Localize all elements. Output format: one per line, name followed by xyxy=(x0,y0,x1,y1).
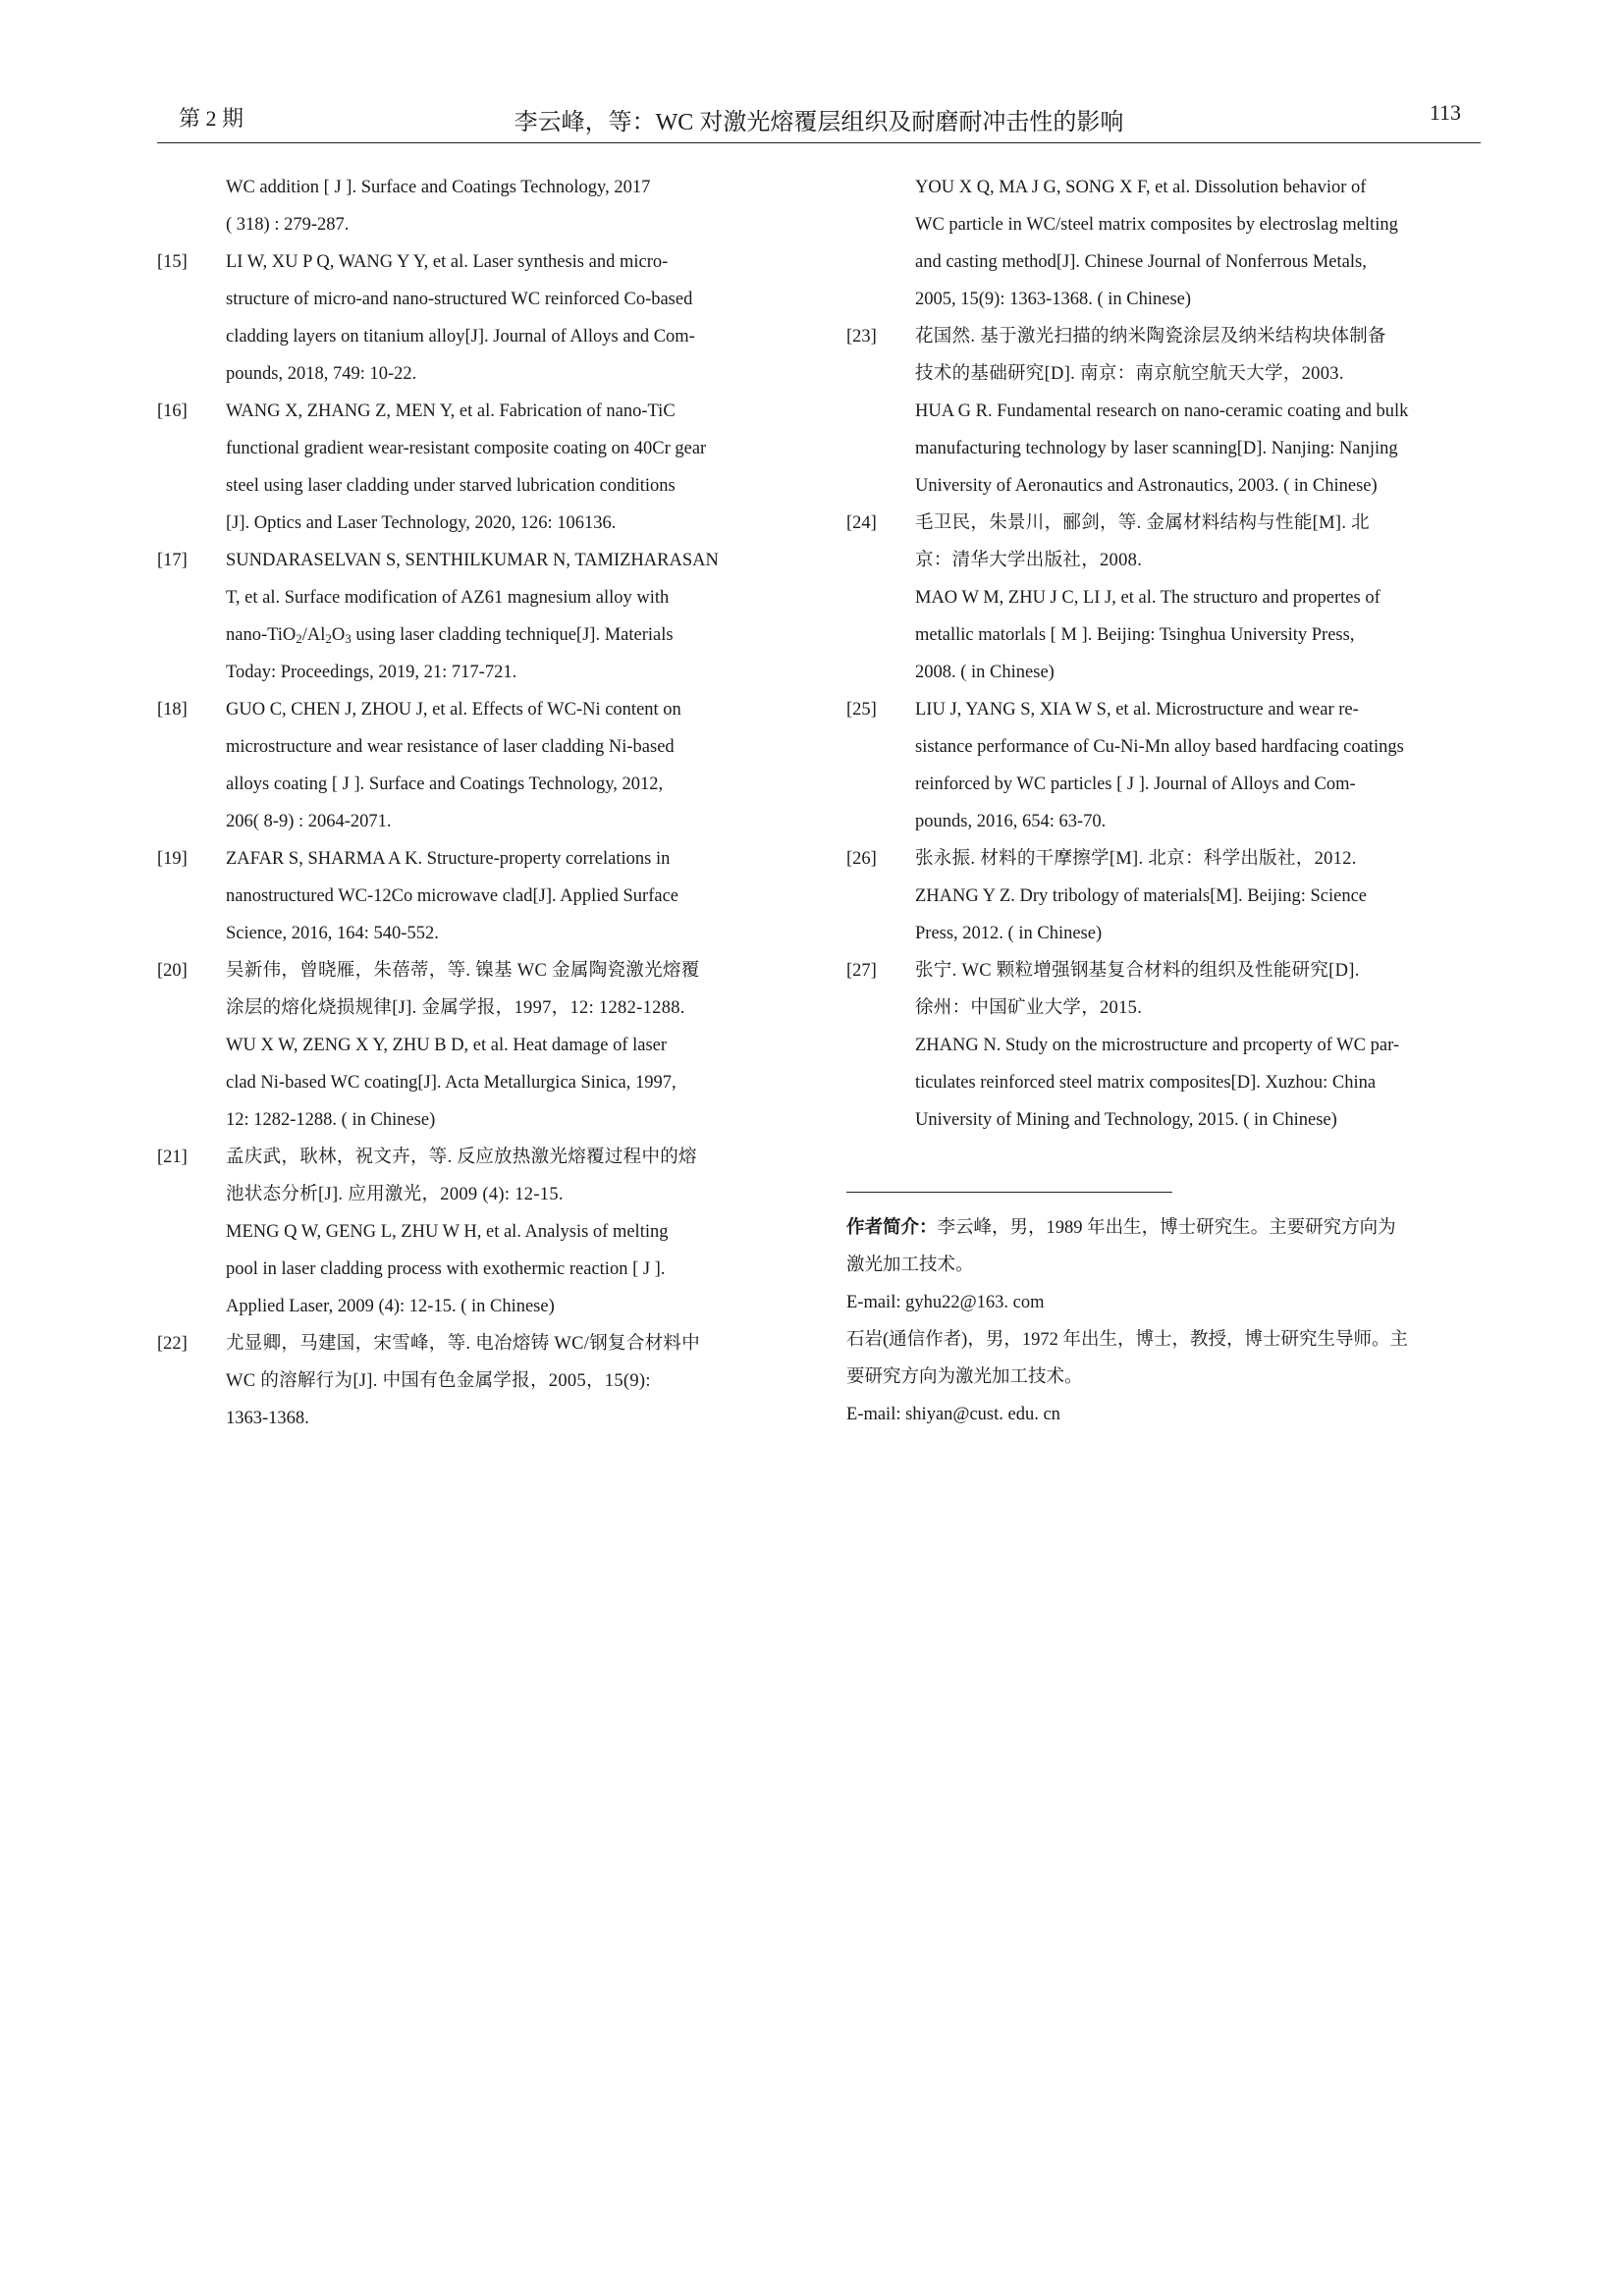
reference-number: [24] xyxy=(846,513,877,533)
reference-text xyxy=(226,1325,791,1437)
reference-entry xyxy=(157,840,791,952)
reference-line: clad Ni-based WC coating[J]. Acta Metallurgica Sinica, 1997, xyxy=(226,1073,677,1093)
reference-line: steel using laser cladding under starved lubrication conditions xyxy=(226,476,676,496)
reference-line: 涂层的熔化烧损规律[J]. 金属学报，1997，12: 1282-1288. xyxy=(226,998,685,1018)
reference-line: reinforced by WC particles [ J ]. Journal of Alloys and Com- xyxy=(915,774,1356,794)
reference-line: 1363-1368. xyxy=(226,1409,309,1428)
running-title: 李云峰，等：WC 对激光熔覆层组织及耐磨耐冲击性的影响 xyxy=(514,110,1124,135)
reference-line: 张永振. 材料的干摩擦学[M]. 北京：科学出版社，2012. xyxy=(915,849,1357,869)
reference-entry xyxy=(846,505,1481,691)
reference-line: Applied Laser, 2009 (4): 12-15. ( in Chinese) xyxy=(226,1297,555,1316)
reference-number: [27] xyxy=(846,961,877,981)
reference-line: 毛卫民，朱景川，郦剑，等. 金属材料结构与性能[M]. 北 xyxy=(915,513,1370,533)
reference-entry xyxy=(846,691,1481,840)
reference-line: University of Aeronautics and Astronautics, 2003. ( in Chinese) xyxy=(915,476,1378,496)
reference-line: 12: 1282-1288. ( in Chinese) xyxy=(226,1110,436,1130)
reference-line: ZHANG Y Z. Dry tribology of materials[M]. Beijing: Science xyxy=(915,886,1367,906)
reference-text xyxy=(226,393,791,542)
reference-entry xyxy=(157,243,791,393)
reference-entry xyxy=(157,1139,791,1325)
reference-number: [22] xyxy=(157,1334,188,1354)
reference-line: nano-$TiO_2/Al_2O_3$ using laser cladding technique[J]. Materials xyxy=(226,625,674,646)
reference-text xyxy=(226,840,791,952)
reference-text xyxy=(226,952,791,1139)
reference-line: HUA G R. Fundamental research on nano-ceramic coating and bulk xyxy=(915,401,1409,421)
reference-entry xyxy=(157,691,791,840)
reference-line: 技术的基础研究[D]. 南京：南京航空航天大学，2003. xyxy=(915,364,1344,384)
reference-text xyxy=(226,1139,791,1325)
reference-line: GUO C, CHEN J, ZHOU J, et al. Effects of WC-Ni content on xyxy=(226,700,681,720)
reference-line: manufacturing technology by laser scanning[D]. Nanjing: Nanjing xyxy=(915,439,1398,458)
reference-line: sistance performance of Cu-Ni-Mn alloy based hardfacing coatings xyxy=(915,737,1404,757)
reference-text xyxy=(915,691,1481,840)
author-line-1 xyxy=(846,1209,1481,1247)
reference-line: microstructure and wear resistance of laser cladding Ni-based xyxy=(226,737,675,757)
reference-number: [26] xyxy=(846,849,877,869)
reference-text xyxy=(226,243,791,393)
reference-entry xyxy=(846,952,1481,1139)
reference-line: Science, 2016, 164: 540-552. xyxy=(226,924,439,943)
reference-number: [18] xyxy=(157,700,188,720)
reference-number: [20] xyxy=(157,961,188,981)
reference-number: [15] xyxy=(157,252,188,272)
reference-entry xyxy=(846,318,1481,505)
reference-line: 张宁. WC 颗粒增强钢基复合材料的组织及性能研究[D]. xyxy=(915,961,1360,981)
reference-line: 孟庆武，耿林，祝文卉，等. 反应放热激光熔覆过程中的熔 xyxy=(226,1148,697,1167)
reference-text xyxy=(915,952,1481,1139)
reference-number: [21] xyxy=(157,1148,188,1167)
reference-line: pounds, 2016, 654: 63-70. xyxy=(915,812,1107,831)
reference-line: 尤显卿，马建国，宋雪峰，等. 电冶熔铸 WC/钢复合材料中 xyxy=(226,1334,701,1354)
author-line-2: 激光加工技术。 xyxy=(846,1255,974,1275)
reference-line: WC particle in WC/steel matrix composites by electroslag melting xyxy=(915,215,1398,235)
reference-entry xyxy=(157,542,791,691)
reference-number: [16] xyxy=(157,401,188,421)
footnote-divider xyxy=(846,1192,1172,1193)
reference-text xyxy=(915,505,1481,691)
reference-line: structure of micro-and nano-structured WC reinforced Co-based xyxy=(226,290,693,309)
reference-line: functional gradient wear-resistant composite coating on 40Cr gear xyxy=(226,439,707,458)
reference-line: Press, 2012. ( in Chinese) xyxy=(915,924,1103,943)
author-info-label: 作者简介： xyxy=(846,1218,938,1238)
reference-line: 京：清华大学出版社，2008. xyxy=(915,551,1143,570)
reference-line: [J]. Optics and Laser Technology, 2020, 126: 106136. xyxy=(226,513,617,533)
reference-entry xyxy=(157,952,791,1139)
reference-line: ( 318) : 279-287. xyxy=(226,215,350,235)
author-2-bio-line-2: 要研究方向为激光加工技术。 xyxy=(846,1367,1083,1387)
reference-number: [17] xyxy=(157,551,188,570)
header-divider xyxy=(157,142,1481,143)
reference-line: ZHANG N. Study on the microstructure and prcoperty of WC par- xyxy=(915,1036,1400,1055)
author-info xyxy=(846,1209,1481,1433)
reference-line: 徐州：中国矿业大学，2015. xyxy=(915,998,1143,1018)
reference-number: [25] xyxy=(846,700,877,720)
author-1-email: E-mail: gyhu22@163. com xyxy=(846,1293,1045,1312)
reference-number: [23] xyxy=(846,327,877,347)
reference-entry xyxy=(846,169,1481,318)
reference-text xyxy=(915,169,1481,318)
reference-line: ticulates reinforced steel matrix composites[D]. Xuzhou: China xyxy=(915,1073,1377,1093)
reference-line: 花国然. 基于激光扫描的纳米陶瓷涂层及纳米结构块体制备 xyxy=(915,327,1386,347)
reference-text xyxy=(226,169,791,243)
reference-number: [19] xyxy=(157,849,188,869)
references-right-column xyxy=(846,169,1481,1139)
reference-entry xyxy=(846,840,1481,952)
reference-line: 206( 8-9) : 2064-2071. xyxy=(226,812,392,831)
reference-line: 2005, 15(9): 1363-1368. ( in Chinese) xyxy=(915,290,1192,309)
reference-text xyxy=(915,318,1481,505)
reference-line: pounds, 2018, 749: 10-22. xyxy=(226,364,417,384)
reference-entry xyxy=(157,169,791,243)
reference-line: cladding layers on titanium alloy[J]. Journal of Alloys and Com- xyxy=(226,327,695,347)
reference-line: Today: Proceedings, 2019, 21: 717-721. xyxy=(226,663,517,682)
author-2-bio-line-1: 石岩(通信作者)，男，1972 年出生，博士，教授，博士研究生导师。主 xyxy=(846,1330,1408,1350)
reference-line: SUNDARASELVAN S, SENTHILKUMAR N, TAMIZHARASAN xyxy=(226,551,719,570)
reference-line: nanostructured WC-12Co microwave clad[J]. Applied Surface xyxy=(226,886,678,906)
reference-line: pool in laser cladding process with exothermic reaction [ J ]. xyxy=(226,1259,666,1279)
reference-line: MAO W M, ZHU J C, LI J, et al. The structuro and propertes of xyxy=(915,588,1380,608)
reference-line: T, et al. Surface modification of AZ61 magnesium alloy with xyxy=(226,588,670,608)
references-left-column xyxy=(157,169,791,1437)
reference-line: alloys coating [ J ]. Surface and Coatings Technology, 2012, xyxy=(226,774,664,794)
reference-line: ZAFAR S, SHARMA A K. Structure-property correlations in xyxy=(226,849,671,869)
reference-line: 池状态分析[J]. 应用激光，2009 (4): 12-15. xyxy=(226,1185,564,1204)
reference-line: WC addition [ J ]. Surface and Coatings Technology, 2017 xyxy=(226,178,651,197)
reference-line: WC 的溶解行为[J]. 中国有色金属学报，2005，15(9): xyxy=(226,1371,651,1391)
reference-text xyxy=(226,691,791,840)
running-header xyxy=(157,98,1481,137)
reference-line: YOU X Q, MA J G, SONG X F, et al. Dissolution behavior of xyxy=(915,178,1367,197)
reference-line: University of Mining and Technology, 2015. ( in Chinese) xyxy=(915,1110,1337,1130)
reference-text xyxy=(915,840,1481,952)
reference-line: WANG X, ZHANG Z, MEN Y, et al. Fabrication of nano-TiC xyxy=(226,401,676,421)
author-2-email: E-mail: shiyan@cust. edu. cn xyxy=(846,1405,1060,1424)
reference-line: metallic matorlals [ M ]. Beijing: Tsinghua University Press, xyxy=(915,625,1355,645)
reference-entry xyxy=(157,1325,791,1437)
author-1-bio: 李云峰，男，1989 年出生，博士研究生。主要研究方向为 xyxy=(937,1218,1396,1238)
reference-line: WU X W, ZENG X Y, ZHU B D, et al. Heat damage of laser xyxy=(226,1036,668,1055)
reference-line: MENG Q W, GENG L, ZHU W H, et al. Analysis of melting xyxy=(226,1222,669,1242)
reference-line: 吴新伟，曾晓雁，朱蓓蒂，等. 镍基 WC 金属陶瓷激光熔覆 xyxy=(226,961,700,981)
reference-line: and casting method[J]. Chinese Journal of Nonferrous Metals, xyxy=(915,252,1367,272)
page-number: 113 xyxy=(1429,100,1461,125)
reference-line: LIU J, YANG S, XIA W S, et al. Microstructure and wear re- xyxy=(915,700,1359,720)
issue-label: 第 2 期 xyxy=(179,106,244,131)
reference-line: LI W, XU P Q, WANG Y Y, et al. Laser synthesis and micro- xyxy=(226,252,669,272)
reference-line: 2008. ( in Chinese) xyxy=(915,663,1055,682)
reference-entry xyxy=(157,393,791,542)
reference-text xyxy=(226,542,791,691)
